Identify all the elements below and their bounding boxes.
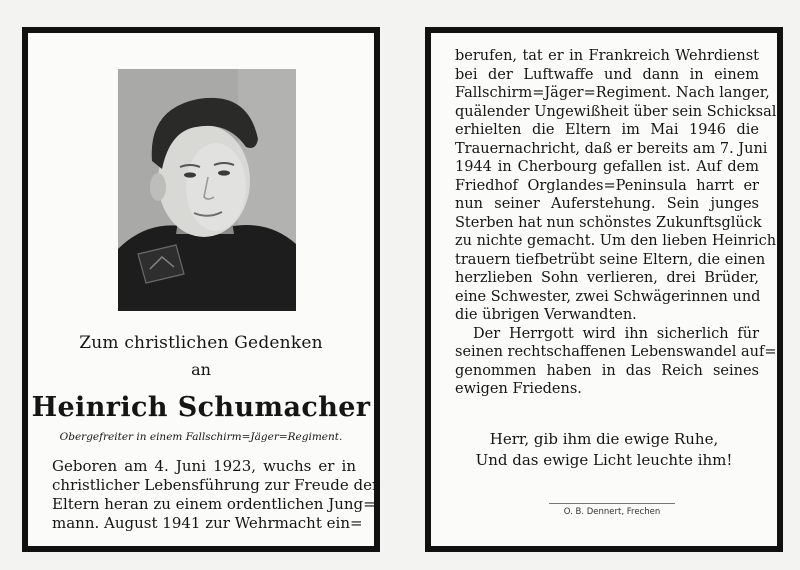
text-line: christlicher Lebensführung zur Freude der	[52, 476, 380, 494]
memorial-heading: Zum christlichen Gedenken	[79, 333, 323, 353]
text-line: genommen haben in das Reich seines	[455, 362, 759, 379]
portrait-illustration	[118, 69, 296, 311]
text-line: Eltern heran zu einem ordentlichen Jung=	[52, 495, 376, 513]
text-line: Geboren am 4. Juni 1923, wuchs er in	[52, 457, 356, 475]
text-line: 1944 in Cherbourg gefallen ist. Auf dem	[455, 159, 759, 175]
portrait-photo	[118, 69, 296, 311]
prayer-line: Herr, gib ihm die ewige Ruhe,	[489, 430, 719, 448]
prayer-line: Und das ewige Licht leuchte ihm!	[475, 451, 733, 469]
text-line: eine Schwester, zwei Schwägerinnen und	[455, 288, 761, 305]
text-line: Der Herrgott wird ihn sicherlich für	[473, 325, 759, 342]
text-line: nun seiner Auferstehung. Sein junges	[455, 196, 759, 212]
text-line: seinen rechtschaffenen Lebenswandel auf=	[455, 344, 777, 360]
text-line: herzlieben Sohn verlieren, drei Brüder,	[455, 270, 759, 286]
text-line: Sterben hat nun schönstes Zukunftsglück	[455, 214, 762, 231]
closing-prayer	[431, 429, 777, 471]
text-line: die übrigen Verwandten.	[455, 307, 637, 323]
text-line: Friedhof Orglandes=Peninsula harrt er	[455, 177, 759, 194]
text-line: erhielten die Eltern im Mai 1946 die	[455, 122, 759, 138]
left-card-page	[22, 27, 380, 552]
text-line: Trauernachricht, daß er bereits am 7. Juni	[455, 140, 768, 157]
text-line: Fallschirm=Jäger=Regiment. Nach langer,	[455, 85, 770, 101]
biography-continued	[455, 47, 777, 399]
biography-start	[52, 457, 380, 533]
deceased-name: Heinrich Schumacher	[31, 392, 371, 423]
memorial-connector: an	[191, 360, 211, 379]
text-line: berufen, tat er in Frankreich Wehrdienst	[455, 48, 759, 64]
text-line: mann. August 1941 zur Wehrmacht ein=	[52, 514, 363, 532]
text-line: trauern tiefbetrübt seine Eltern, die einen	[455, 251, 766, 268]
printer-imprint: O. B. Dennert, Frechen	[549, 503, 675, 517]
military-rank: Obergefreiter in einem Fallschirm=Jäger=Regiment.	[59, 431, 343, 443]
text-line: quälender Ungewißheit über sein Schicksal	[455, 103, 777, 120]
right-card-page	[425, 27, 783, 552]
text-line: ewigen Friedens.	[455, 381, 582, 397]
text-line: zu nichte gemacht. Um den lieben Heinrich	[455, 233, 777, 249]
text-line: bei der Luftwaffe und dann in einem	[455, 66, 759, 83]
